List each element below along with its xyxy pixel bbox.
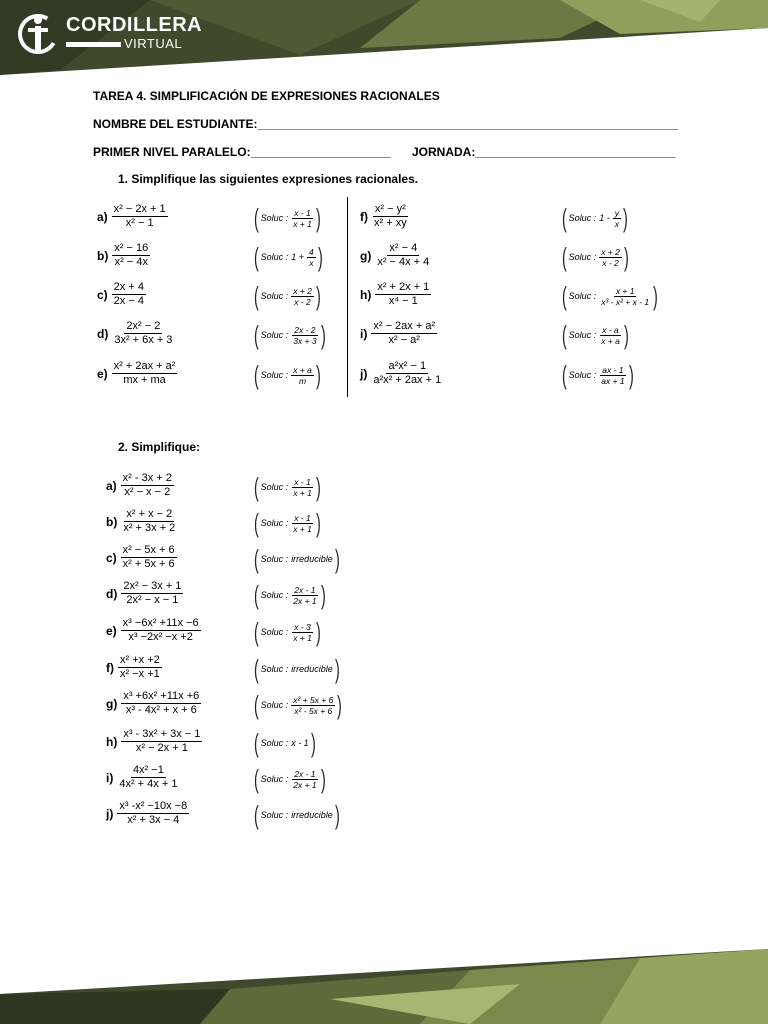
denominator: x² − 4x + 4: [377, 256, 430, 268]
level-line: PRIMER NIVEL PARALELO:_____________________: [93, 145, 391, 159]
numerator: x² − 16: [114, 242, 149, 254]
exercise-fraction: [121, 580, 183, 607]
right-paren: ): [623, 320, 629, 350]
solution-word: Soluc :: [260, 774, 289, 784]
numerator: 2x + 4: [113, 281, 144, 293]
denominator: 2x − 4: [113, 295, 144, 307]
exercise-label: d): [106, 586, 118, 601]
right-paren: ): [320, 320, 326, 350]
denominator: x² − a²: [388, 334, 420, 346]
exercise-label: a): [106, 478, 117, 493]
solution-fraction: [291, 585, 318, 606]
numerator: x - 3: [294, 621, 311, 632]
exercise-label: c): [106, 550, 117, 565]
exercise-item: [106, 472, 174, 499]
exercise-label: b): [106, 514, 118, 529]
left-paren: (: [253, 281, 259, 311]
brand-name: CORDILLERA: [66, 14, 203, 36]
solution-fraction: [291, 286, 314, 307]
denominator: x² + 5x + 6: [122, 558, 175, 570]
student-name-line: NOMBRE DEL ESTUDIANTE:_______________________________________________________________: [93, 117, 678, 131]
footer-banner: [0, 944, 768, 1024]
denominator: x - 2: [602, 257, 619, 268]
solution-hint: [252, 362, 323, 388]
right-paren: ): [315, 360, 321, 390]
solution-hint: [252, 582, 327, 608]
denominator: a²x² + 2ax + 1: [373, 374, 442, 386]
solution-fraction: [599, 286, 651, 307]
numerator: x² +x +2: [120, 654, 160, 666]
left-paren: (: [253, 472, 259, 502]
numerator: x³ -x² −10x −8: [119, 800, 188, 812]
left-paren: (: [561, 320, 567, 350]
denominator: x + a: [601, 335, 620, 346]
denominator: x: [614, 218, 619, 229]
section-2-heading: 2. Simplifique:: [118, 440, 201, 454]
exercise-fraction: [112, 242, 150, 269]
exercise-fraction: [118, 654, 162, 681]
exercise-item: [97, 320, 174, 347]
denominator: 4x² + 4x + 1: [119, 778, 178, 790]
denominator: m: [298, 375, 307, 386]
exercise-label: b): [97, 248, 109, 263]
exercise-fraction: [121, 544, 177, 571]
numerator: ax - 1: [602, 364, 624, 375]
solution-text: x - 1: [291, 738, 309, 748]
exercise-fraction: [112, 281, 146, 308]
solution-text: 1 -: [599, 213, 610, 223]
exercise-item: [360, 320, 437, 347]
denominator: 2x + 1: [293, 595, 317, 606]
exercise-item: [106, 654, 162, 681]
column-divider: [347, 197, 348, 397]
left-paren: (: [253, 508, 259, 538]
solution-hint: [560, 322, 631, 348]
doc-title: TAREA 4. SIMPLIFICACIÓN DE EXPRESIONES RACIONALES: [93, 89, 440, 103]
exercise-item: [106, 764, 179, 791]
numerator: x - 1: [294, 207, 311, 218]
numerator: x² + 2ax + a²: [113, 360, 176, 372]
exercise-fraction: [375, 242, 431, 269]
exercise-label: c): [97, 287, 108, 302]
numerator: x² − 4: [389, 242, 418, 254]
right-paren: ): [320, 580, 326, 610]
exercise-label: e): [106, 623, 117, 638]
solution-text: 1 +: [291, 252, 304, 262]
numerator: x² + 2x + 1: [377, 281, 430, 293]
numerator: x³ +6x² +11x +6: [123, 690, 200, 702]
brand-bar: [66, 42, 121, 47]
exercise-fraction: [112, 203, 168, 230]
numerator: x² − 2x + 1: [113, 203, 166, 215]
right-paren: ): [628, 360, 634, 390]
exercise-item: [106, 508, 177, 535]
solution-word: Soluc :: [260, 738, 289, 748]
exercise-item: [106, 580, 183, 607]
exercise-item: [97, 203, 168, 230]
numerator: 2x - 2: [294, 324, 316, 335]
solution-hint: [560, 205, 630, 231]
denominator: 3x + 3: [293, 335, 317, 346]
numerator: x² - 3x + 2: [122, 472, 172, 484]
solution-hint: [252, 205, 323, 231]
denominator: x² − 1: [125, 217, 154, 229]
exercise-label: a): [97, 209, 108, 224]
denominator: 3x² + 6x + 3: [114, 334, 173, 346]
solution-text: irreducible: [291, 810, 333, 820]
exercise-label: i): [360, 326, 368, 341]
solution-word: Soluc :: [568, 252, 597, 262]
exercise-item: [106, 800, 189, 827]
solution-hint: [252, 766, 327, 792]
denominator: x² −x +1: [120, 668, 160, 680]
denominator: x³ - 4x² + x + 6: [125, 704, 197, 716]
exercise-fraction: [371, 360, 443, 387]
numerator: x - 1: [294, 512, 311, 523]
numerator: x² + 5x + 6: [293, 694, 334, 705]
solution-hint: [252, 510, 323, 536]
exercise-fraction: [121, 728, 202, 755]
numerator: 2x - 1: [294, 768, 316, 779]
solution-hint: [252, 656, 341, 682]
numerator: 2x² − 3x + 1: [123, 580, 182, 592]
solution-hint: [252, 802, 341, 828]
solution-word: Soluc :: [568, 370, 597, 380]
solution-word: Soluc :: [260, 291, 289, 301]
exercise-fraction: [112, 360, 178, 387]
exercise-item: [360, 281, 431, 308]
exercise-item: [97, 281, 146, 308]
solution-word: Soluc :: [260, 810, 289, 820]
solution-word: Soluc :: [260, 370, 289, 380]
numerator: x² − 5x + 6: [122, 544, 175, 556]
left-paren: (: [253, 617, 259, 647]
exercise-item: [360, 360, 443, 387]
solution-fraction: [307, 247, 316, 268]
numerator: 4x² −1: [132, 764, 164, 776]
exercise-label: f): [360, 209, 368, 224]
denominator: x + 1: [293, 632, 312, 643]
numerator: x³ −6x² +11x −6: [122, 617, 199, 629]
solution-hint: [252, 322, 327, 348]
denominator: x: [309, 257, 314, 268]
exercise-label: j): [106, 806, 114, 821]
numerator: x + 2: [601, 246, 620, 257]
solution-hint: [560, 362, 635, 388]
denominator: x⁴ − 1: [388, 295, 418, 307]
exercise-fraction: [375, 281, 431, 308]
denominator: x³ −2x² −x +2: [128, 631, 193, 643]
exercise-item: [97, 242, 150, 269]
numerator: 4: [308, 246, 314, 257]
numerator: y: [614, 207, 619, 218]
left-paren: (: [253, 544, 259, 574]
solution-fraction: [291, 365, 314, 386]
right-paren: ): [315, 508, 321, 538]
left-paren: (: [253, 800, 259, 830]
right-paren: ): [337, 690, 343, 720]
solution-hint: [560, 283, 660, 309]
solution-fraction: [599, 247, 622, 268]
left-paren: (: [253, 580, 259, 610]
denominator: x + 1: [293, 218, 312, 229]
left-paren: (: [561, 242, 567, 272]
right-paren: ): [315, 281, 321, 311]
right-paren: ): [315, 203, 321, 233]
exercise-label: h): [360, 287, 372, 302]
right-paren: ): [334, 654, 340, 684]
denominator: x² + 3x − 4: [127, 814, 180, 826]
left-paren: (: [253, 654, 259, 684]
exercise-fraction: [372, 203, 409, 230]
left-paren: (: [253, 320, 259, 350]
exercise-label: e): [97, 366, 108, 381]
denominator: x² − 2x + 1: [135, 742, 188, 754]
exercise-fraction: [121, 472, 174, 499]
numerator: a²x² − 1: [388, 360, 427, 372]
denominator: ax + 1: [601, 375, 625, 386]
left-paren: (: [253, 690, 259, 720]
left-paren: (: [561, 203, 567, 233]
solution-fraction: [291, 622, 314, 643]
solution-hint: [252, 730, 317, 756]
left-paren: (: [561, 360, 567, 390]
denominator: x + 1: [293, 487, 312, 498]
solution-hint: [252, 283, 323, 309]
right-paren: ): [622, 203, 628, 233]
exercise-fraction: [121, 508, 177, 535]
cordillera-virtual-logo: [16, 12, 216, 62]
right-paren: ): [315, 617, 321, 647]
solution-word: Soluc :: [260, 482, 289, 492]
left-paren: (: [561, 281, 567, 311]
exercise-fraction: [117, 764, 179, 791]
numerator: x - 1: [294, 476, 311, 487]
solution-fraction: [291, 769, 318, 790]
solution-fraction: [291, 695, 335, 716]
left-paren: (: [253, 764, 259, 794]
exercise-fraction: [121, 617, 201, 644]
exercise-item: [106, 544, 177, 571]
exercise-label: j): [360, 366, 368, 381]
numerator: x + 2: [293, 285, 312, 296]
exercise-item: [106, 728, 202, 755]
solution-word: Soluc :: [568, 213, 597, 223]
numerator: x² − 2ax + a²: [373, 320, 436, 332]
solution-word: Soluc :: [568, 330, 597, 340]
denominator: x² − x − 2: [124, 486, 171, 498]
numerator: 2x² − 2: [126, 320, 161, 332]
right-paren: ): [317, 242, 323, 272]
right-paren: ): [653, 281, 658, 311]
denominator: 2x² − x − 1: [126, 594, 179, 606]
denominator: x² - 5x + 6: [294, 705, 333, 716]
solution-hint: [252, 619, 323, 645]
exercise-label: d): [97, 326, 109, 341]
solution-word: Soluc :: [260, 627, 289, 637]
denominator: mx + ma: [123, 374, 166, 386]
exercise-item: [106, 690, 201, 717]
numerator: x - a: [602, 324, 619, 335]
solution-fraction: [291, 325, 318, 346]
denominator: x³ - x² + x - 1: [601, 296, 650, 307]
exercise-label: h): [106, 734, 118, 749]
numerator: x³ - 3x² + 3x − 1: [123, 728, 201, 740]
exercise-fraction: [112, 320, 174, 347]
left-paren: (: [253, 360, 259, 390]
solution-text: irreducible: [291, 554, 333, 564]
brand-subtitle: VIRTUAL: [124, 36, 183, 51]
solution-fraction: [599, 365, 626, 386]
solution-word: Soluc :: [260, 330, 289, 340]
solution-hint: [252, 244, 324, 270]
solution-text: irreducible: [291, 664, 333, 674]
exercise-fraction: [121, 690, 201, 717]
solution-fraction: [599, 325, 622, 346]
solution-word: Soluc :: [568, 291, 597, 301]
denominator: x² + 3x + 2: [123, 522, 176, 534]
exercise-label: f): [106, 660, 114, 675]
right-paren: ): [315, 472, 321, 502]
left-paren: (: [253, 728, 259, 758]
right-paren: ): [310, 728, 316, 758]
solution-hint: [252, 474, 323, 500]
solution-fraction: [613, 208, 621, 229]
numerator: x² − y²: [374, 203, 406, 215]
numerator: x + 1: [615, 285, 635, 296]
exercise-label: i): [106, 770, 114, 785]
shift-line: JORNADA:______________________________: [412, 145, 676, 159]
solution-hint: [252, 692, 344, 718]
solution-word: Soluc :: [260, 700, 289, 710]
exercise-item: [97, 360, 177, 387]
solution-fraction: [291, 208, 314, 229]
solution-word: Soluc :: [260, 554, 289, 564]
exercise-label: g): [360, 248, 372, 263]
right-paren: ): [623, 242, 629, 272]
section-1-heading: 1. Simplifique las siguientes expresiones racionales.: [118, 172, 419, 186]
solution-word: Soluc :: [260, 518, 289, 528]
logo-mark-icon: [16, 12, 60, 56]
denominator: x - 2: [294, 296, 311, 307]
numerator: x² + x − 2: [126, 508, 173, 520]
denominator: x² − 4x: [114, 256, 148, 268]
exercise-fraction: [371, 320, 437, 347]
numerator: x + a: [293, 364, 312, 375]
solution-word: Soluc :: [260, 213, 289, 223]
denominator: x² + xy: [374, 217, 407, 229]
right-paren: ): [334, 544, 340, 574]
exercise-item: [360, 203, 409, 230]
right-paren: ): [334, 800, 340, 830]
solution-fraction: [291, 477, 314, 498]
right-paren: ): [320, 764, 326, 794]
solution-hint: [252, 546, 341, 572]
denominator: 2x + 1: [293, 779, 317, 790]
exercise-fraction: [117, 800, 189, 827]
solution-word: Soluc :: [260, 590, 289, 600]
solution-hint: [560, 244, 631, 270]
solution-word: Soluc :: [260, 252, 289, 262]
exercise-label: g): [106, 696, 118, 711]
numerator: 2x - 1: [294, 584, 316, 595]
left-paren: (: [253, 203, 259, 233]
exercise-item: [106, 617, 201, 644]
exercise-item: [360, 242, 431, 269]
solution-word: Soluc :: [260, 664, 289, 674]
left-paren: (: [253, 242, 259, 272]
solution-fraction: [291, 513, 314, 534]
denominator: x + 1: [293, 523, 312, 534]
